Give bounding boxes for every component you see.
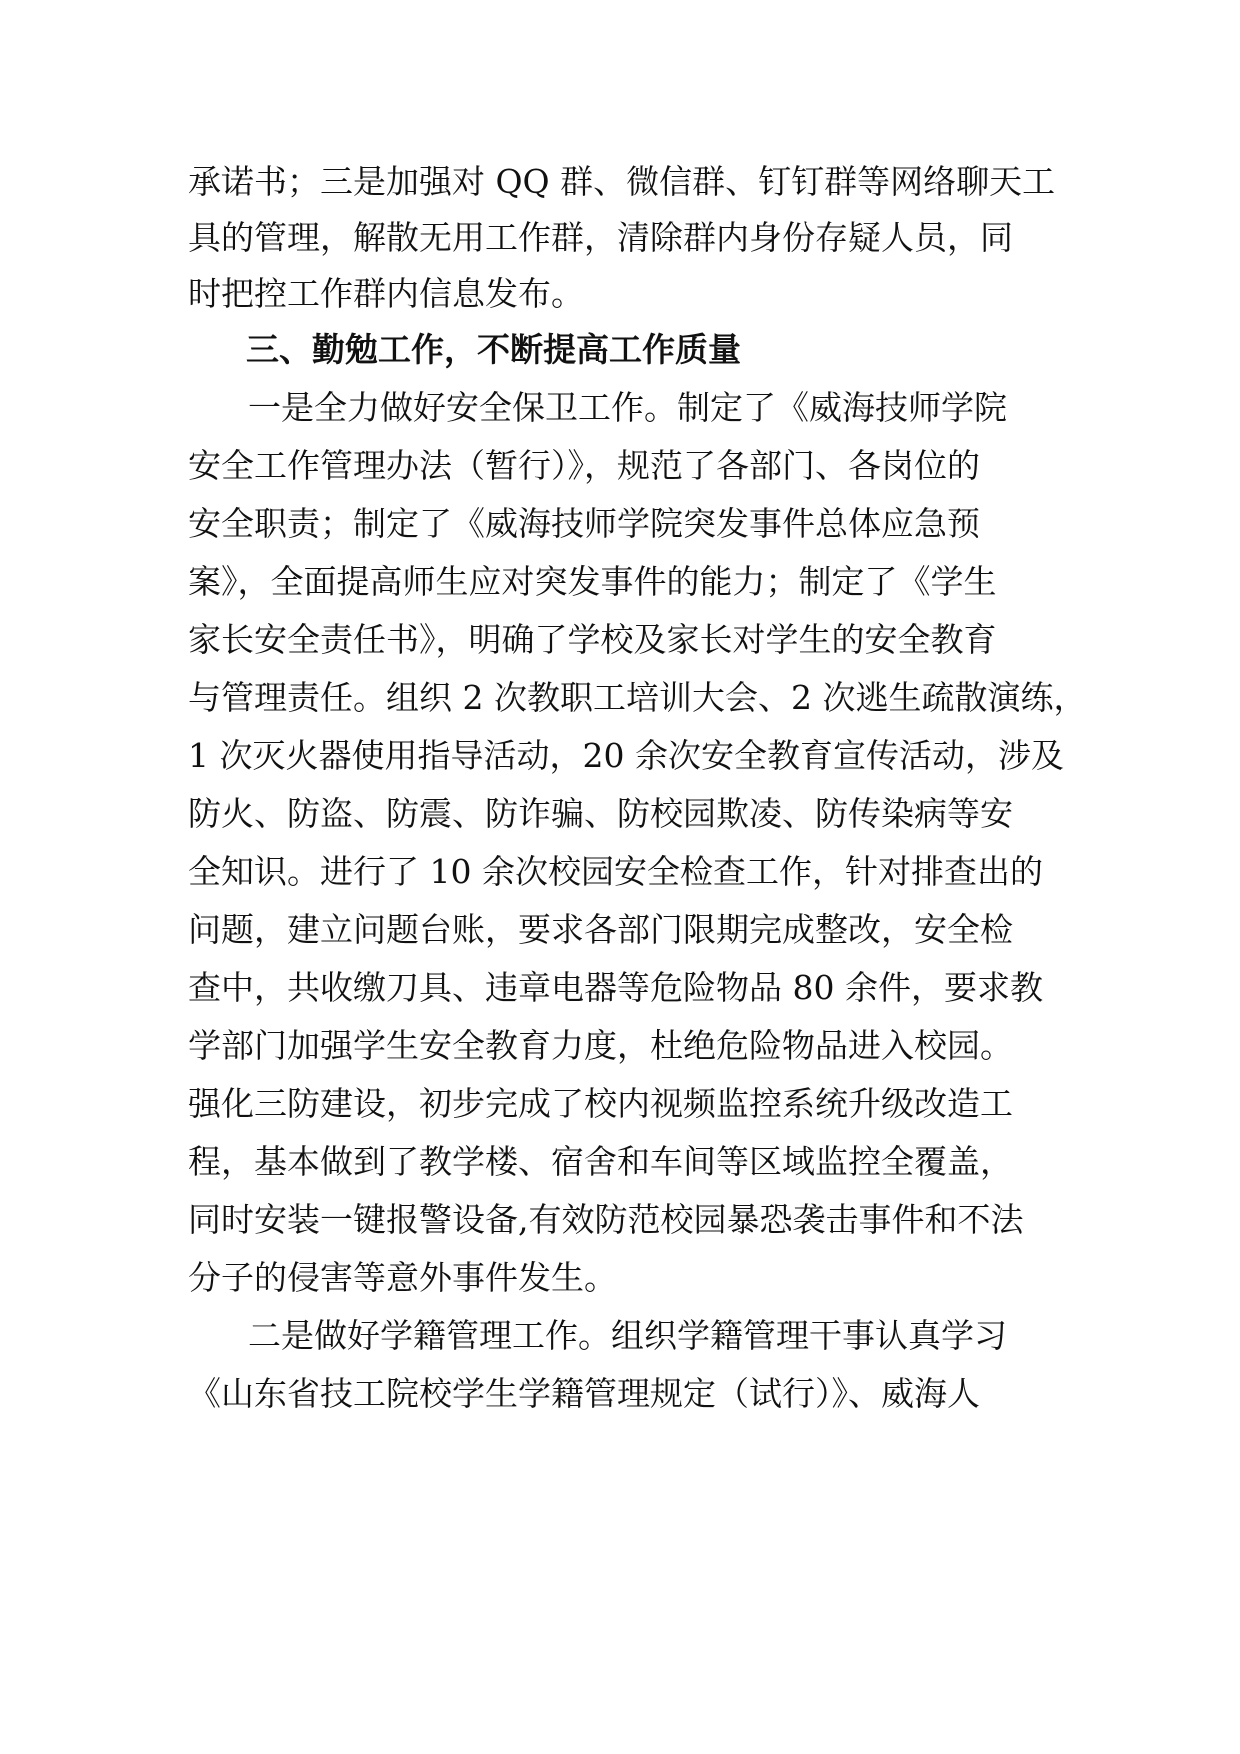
text-line: 承诺书；三是加强对 QQ 群、微信群、钉钉群等网络聊天工: [188, 162, 1056, 201]
text-line: 1 次灭火器使用指导活动，20 余次安全教育宣传活动，涉及: [188, 736, 1064, 775]
text-line: 同时安装一键报警设备,有效防范校园暴恐袭击事件和不法: [188, 1200, 1024, 1239]
text-line: 程，基本做到了教学楼、宿舍和车间等区域监控全覆盖，: [188, 1142, 1013, 1181]
paragraph-first-line: 一是全力做好安全保卫工作。制定了《威海技师学院: [248, 388, 1007, 427]
text-line: 学部门加强学生安全教育力度，杜绝危险物品进入校园。: [188, 1026, 1013, 1065]
text-line: 强化三防建设，初步完成了校内视频监控系统升级改造工: [188, 1084, 1013, 1123]
text-line: 具的管理，解散无用工作群，清除群内身份存疑人员，同: [188, 218, 1013, 257]
text-line: 安全职责；制定了《威海技师学院突发事件总体应急预: [188, 504, 980, 543]
paragraph-first-line: 二是做好学籍管理工作。组织学籍管理干事认真学习: [248, 1316, 1007, 1355]
text-line: 与管理责任。组织 2 次教职工培训大会、2 次逃生疏散演练，: [188, 678, 1087, 717]
text-line: 《山东省技工院校学生学籍管理规定（试行）》、威海人: [188, 1374, 980, 1413]
text-line: 安全工作管理办法（暂行）》，规范了各部门、各岗位的: [188, 446, 980, 485]
text-line: 防火、防盗、防震、防诈骗、防校园欺凌、防传染病等安: [188, 794, 1013, 833]
text-line: 查中，共收缴刀具、违章电器等危险物品 80 余件，要求教: [188, 968, 1043, 1007]
text-line: 案》，全面提高师生应对突发事件的能力；制定了《学生: [188, 562, 997, 601]
section-heading: 三、勤勉工作，不断提高工作质量: [246, 330, 741, 369]
text-line: 全知识。进行了 10 余次校园安全检查工作，针对排查出的: [188, 852, 1043, 891]
text-line: 时把控工作群内信息发布。: [188, 274, 584, 313]
text-line: 分子的侵害等意外事件发生。: [188, 1258, 617, 1297]
text-line: 问题，建立问题台账，要求各部门限期完成整改，安全检: [188, 910, 1013, 949]
text-line: 家长安全责任书》，明确了学校及家长对学生的安全教育: [188, 620, 997, 659]
